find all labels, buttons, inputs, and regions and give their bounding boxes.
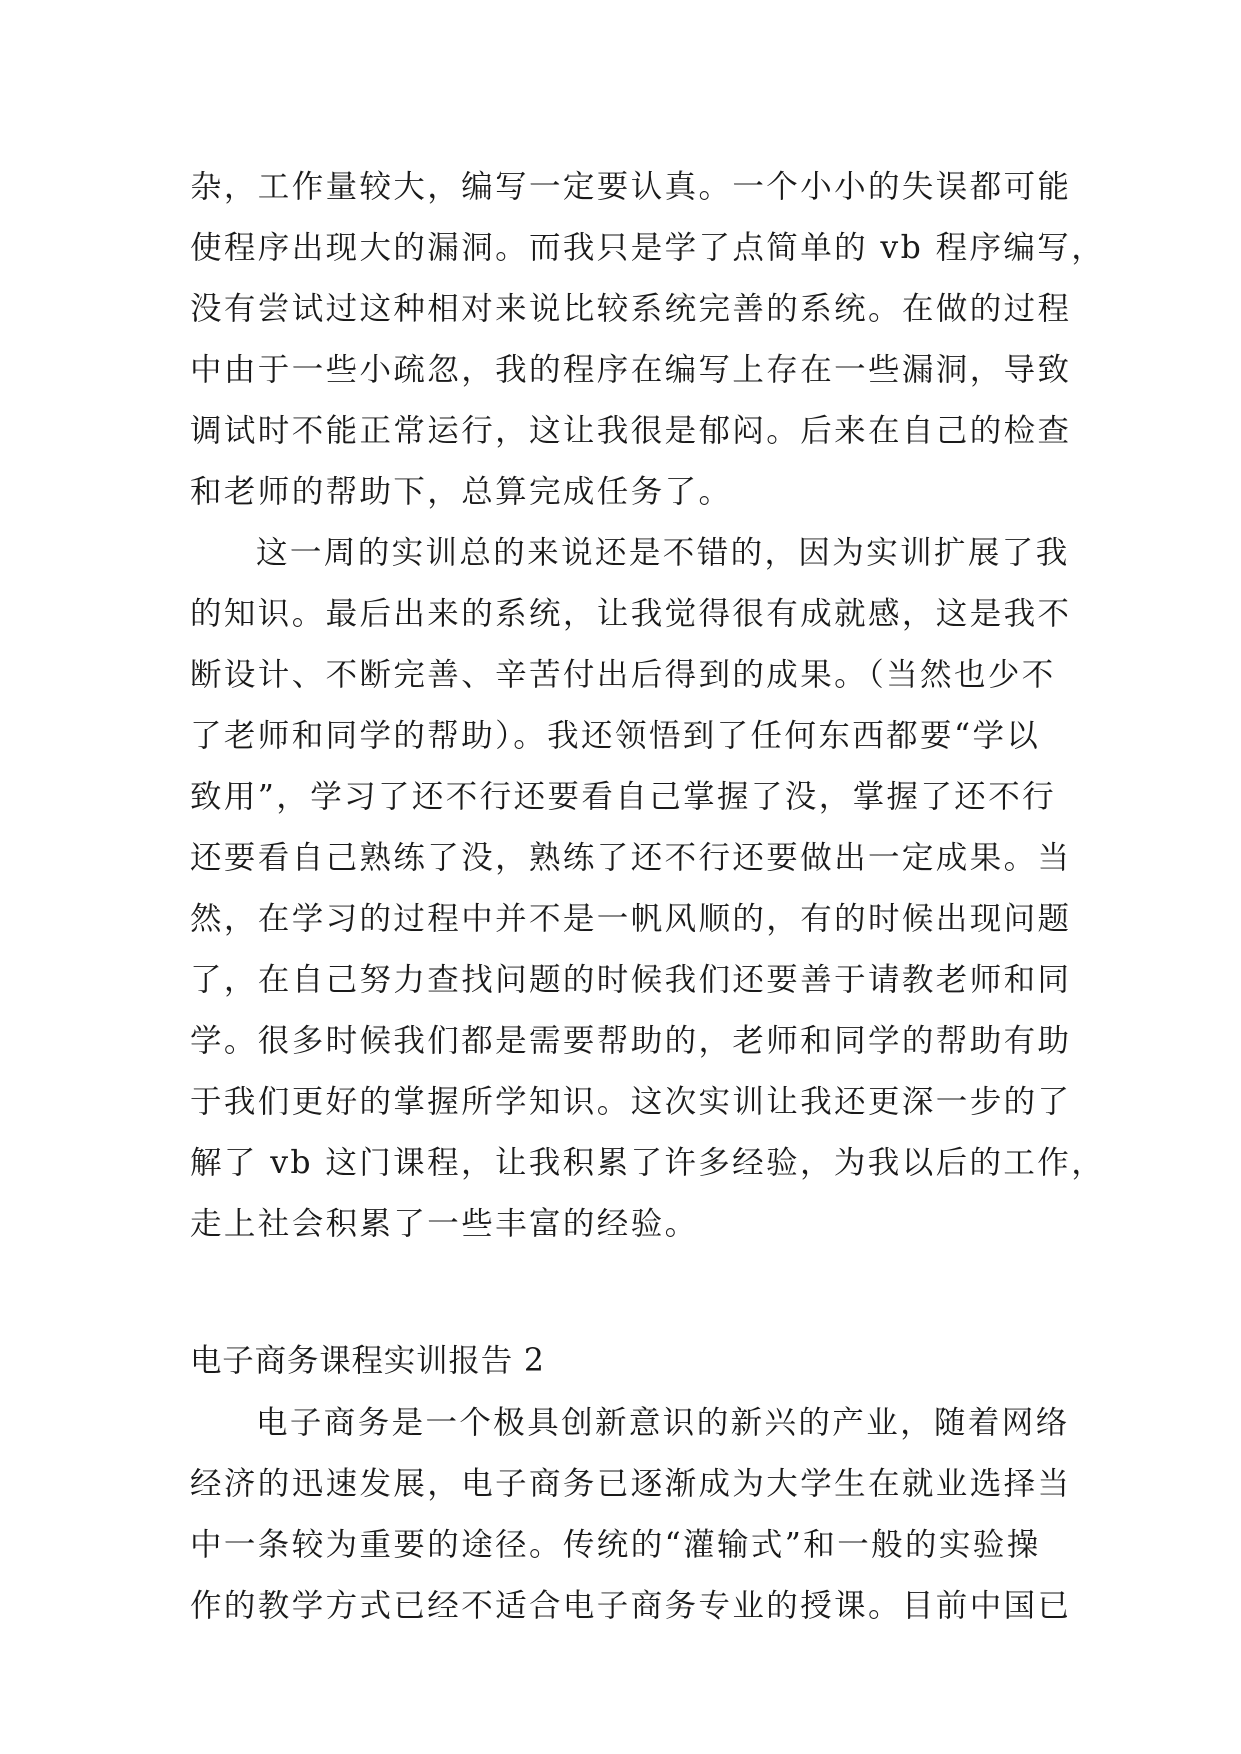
text-line: 学。很多时候我们都是需要帮助的，老师和同学的帮助有助	[190, 1023, 1072, 1059]
text-line: 了，在自己努力查找问题的时候我们还要善于请教老师和同	[190, 962, 1072, 998]
text-line: 使程序出现大的漏洞。而我只是学了点简单的 vb 程序编写，	[190, 230, 1106, 266]
text-line: 致用”，学习了还不行还要看自己掌握了没，掌握了还不行	[190, 779, 1057, 815]
text-line: 经济的迅速发展，电子商务已逐渐成为大学生在就业选择当	[190, 1466, 1072, 1502]
text-line: 还要看自己熟练了没，熟练了还不行还要做出一定成果。当	[190, 840, 1072, 876]
text-line: 解了 vb 这门课程，让我积累了许多经验，为我以后的工作，	[190, 1145, 1106, 1181]
text-line: 断设计、不断完善、辛苦付出后得到的成果。（当然也少不	[190, 657, 1056, 693]
text-line: 的知识。最后出来的系统，让我觉得很有成就感，这是我不	[190, 596, 1072, 632]
section-heading: 电子商务课程实训报告 2	[190, 1343, 545, 1379]
text-line: 于我们更好的掌握所学知识。这次实训让我还更深一步的了	[190, 1084, 1072, 1120]
text-line: 电子商务是一个极具创新意识的新兴的产业，随着网络	[256, 1405, 1070, 1441]
text-line: 和老师的帮助下，总算完成任务了。	[190, 474, 733, 510]
text-line: 杂，工作量较大，编写一定要认真。一个小小的失误都可能	[190, 169, 1072, 205]
text-line: 然，在学习的过程中并不是一帆风顺的，有的时候出现问题	[190, 901, 1072, 937]
document-body	[190, 157, 1106, 1637]
text-line: 作的教学方式已经不适合电子商务专业的授课。目前中国已	[190, 1588, 1072, 1624]
text-line: 没有尝试过这种相对来说比较系统完善的系统。在做的过程	[190, 291, 1072, 327]
text-line: 中由于一些小疏忽，我的程序在编写上存在一些漏洞，导致	[190, 352, 1072, 388]
text-line: 调试时不能正常运行，这让我很是郁闷。后来在自己的检查	[190, 413, 1072, 449]
text-line: 走上社会积累了一些丰富的经验。	[190, 1206, 699, 1242]
text-line: 中一条较为重要的途径。传统的“灌输式”和一般的实验操	[190, 1527, 1041, 1563]
text-line: 了老师和同学的帮助）。我还领悟到了任何东西都要“学以	[190, 718, 1041, 754]
text-line: 这一周的实训总的来说还是不错的，因为实训扩展了我	[256, 535, 1070, 571]
section-spacer	[190, 1255, 1090, 1329]
